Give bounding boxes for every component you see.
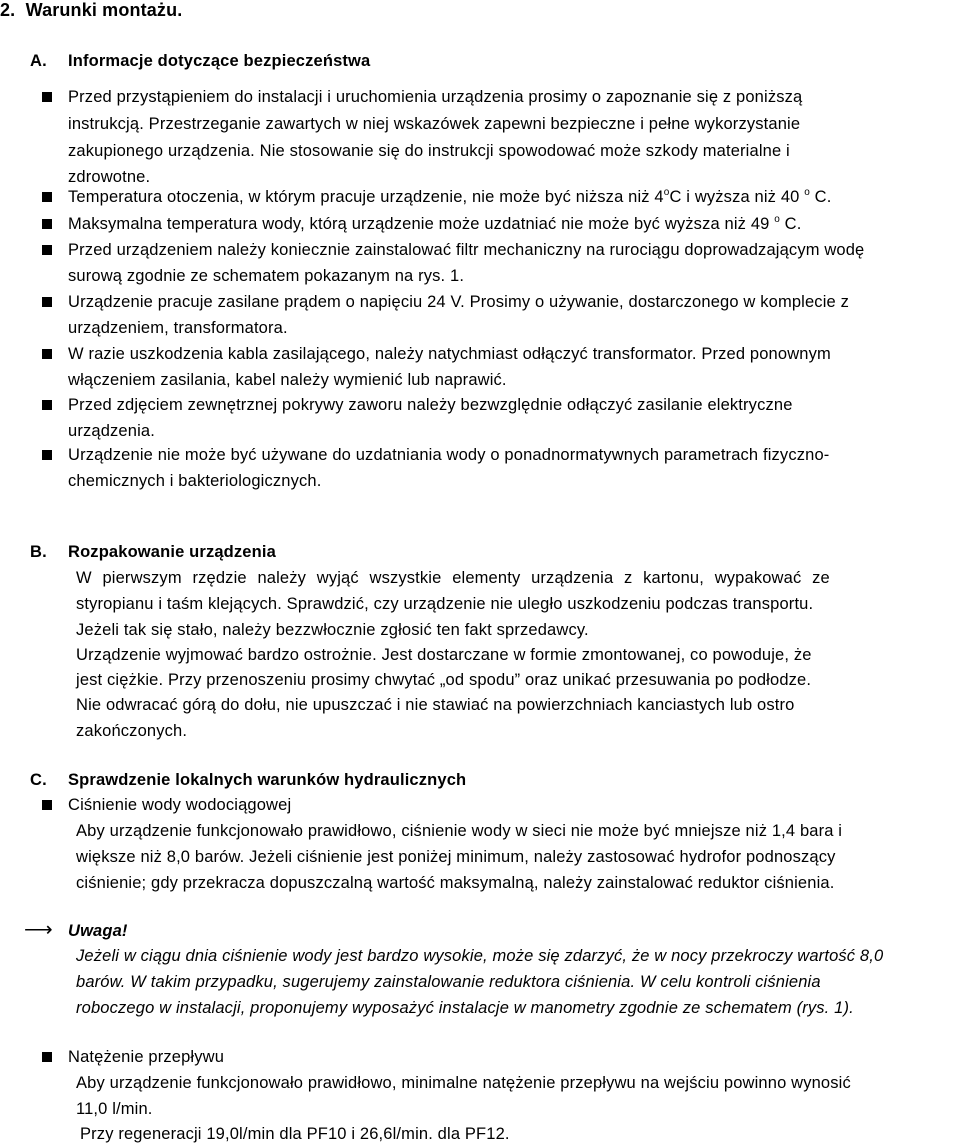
- flow-line2: 11,0 l/min.: [76, 1100, 153, 1118]
- bullet-square-icon: [42, 192, 52, 202]
- warning-line2: barów. W takim przypadku, sugerujemy zainstalowanie reduktora ciśnienia. W celu kontroli ciśnienia: [76, 973, 821, 991]
- b-line4: Urządzenie wyjmować bardzo ostrożnie. Jest dostarczane w formie zmontowanej, co powoduje, że: [76, 646, 812, 664]
- warning-line3: roboczego w instalacji, proponujemy wyposażyć instalacje w manometry zgodnie ze schematem (rys. 1).: [76, 999, 854, 1017]
- a-bullet1-line1: Przed przystąpieniem do instalacji i uruchomienia urządzenia prosimy o zapoznanie się z poniższą: [68, 88, 803, 106]
- bullet-square-icon: [42, 800, 52, 810]
- bullet-square-icon: [42, 400, 52, 410]
- subsection-c-letter: C.: [30, 771, 47, 789]
- warning-line1: Jeżeli w ciągu dnia ciśnienie wody jest bardzo wysokie, może się zdarzyć, że w nocy przekroczy wartość 8,0: [76, 947, 884, 965]
- pressure-title: Ciśnienie wody wodociągowej: [68, 796, 292, 814]
- a-bullet8-line1: Urządzenie nie może być używane do uzdatniania wody o ponadnormatywnych parametrach fizyczno-: [68, 446, 830, 464]
- b-line5: jest ciężkie. Przy przenoszeniu prosimy chwytać „od spodu” oraz unikać przesuwania po podłodze.: [76, 671, 812, 689]
- a-bullet4-line2: surową zgodnie ze schematem pokazanym na rys. 1.: [68, 267, 465, 285]
- b-line7: zakończonych.: [76, 722, 188, 740]
- bullet-square-icon: [42, 245, 52, 255]
- section-title: Warunki montażu.: [25, 0, 183, 20]
- b-line6: Nie odwracać górą do dołu, nie upuszczać i nie stawiać na powierzchniach kanciastych lub ostro: [76, 696, 795, 714]
- bullet-square-icon: [42, 349, 52, 359]
- subsection-a-heading: [30, 51, 371, 71]
- bullet-square-icon: [42, 219, 52, 229]
- a-bullet6-line1: W razie uszkodzenia kabla zasilającego, należy natychmiast odłączyć transformator. Przed ponownym: [68, 345, 831, 363]
- a-bullet5-line1: Urządzenie pracuje zasilane prądem o napięciu 24 V. Prosimy o używanie, dostarczonego w komplecie z: [68, 293, 849, 311]
- a-bullet8-line2: chemicznych i bakteriologicznych.: [68, 472, 322, 490]
- b-line1: W pierwszym rzędzie należy wyjąć wszystkie elementy urządzenia z kartonu, wypakować ze: [76, 569, 830, 587]
- pressure-line3: ciśnienie; gdy przekracza dopuszczalną wartość maksymalną, należy zainstalować reduktor ciśnienia.: [76, 874, 835, 892]
- section-heading: [0, 0, 182, 20]
- flow-line1: Aby urządzenie funkcjonowało prawidłowo, minimalne natężenie przepływu na wejściu powinno wynosić: [76, 1074, 851, 1092]
- a-bullet2: Temperatura otoczenia, w którym pracuje urządzenie, nie może być niższa niż 4$^o$C i wyższa niż 40 $^o$ C.: [68, 187, 832, 206]
- a-bullet1-line2: instrukcją. Przestrzeganie zawartych w niej wskazówek zapewni bezpieczne i pełne wykorzystanie: [68, 115, 801, 133]
- a-bullet7-line1: Przed zdjęciem zewnętrznej pokrywy zaworu należy bezwzględnie odłączyć zasilanie elektryczne: [68, 396, 793, 414]
- flow-title: Natężenie przepływu: [68, 1048, 225, 1066]
- subsection-a-letter: A.: [30, 52, 47, 70]
- bullet-square-icon: [42, 92, 52, 102]
- warning-label: Uwaga!: [68, 922, 128, 940]
- pressure-line2: większe niż 8,0 barów. Jeżeli ciśnienie jest poniżej minimum, należy zastosować hydrofor podnoszący: [76, 848, 836, 866]
- a-bullet6-line2: włączeniem zasilania, kabel należy wymienić lub naprawić.: [68, 371, 507, 389]
- a-bullet5-line2: urządzeniem, transformatora.: [68, 319, 288, 337]
- subsection-a-title: Informacje dotyczące bezpieczeństwa: [68, 52, 371, 70]
- subsection-b-title: Rozpakowanie urządzenia: [68, 543, 276, 561]
- b-line2: styropianu i taśm klejących. Sprawdzić, czy urządzenie nie uległo uszkodzeniu podczas transportu.: [76, 595, 814, 613]
- a-bullet1-line3: zakupionego urządzenia. Nie stosowanie się do instrukcji spowodować może szkody materialne i: [68, 142, 790, 160]
- subsection-b-heading: [30, 542, 276, 562]
- b-line3: Jeżeli tak się stało, należy bezzwłocznie zgłosić ten fakt sprzedawcy.: [76, 621, 589, 639]
- pressure-line1: Aby urządzenie funkcjonowało prawidłowo, ciśnienie wody w sieci nie może być mniejsze niż 1,4 bara i: [76, 822, 843, 840]
- bullet-square-icon: [42, 450, 52, 460]
- bullet-square-icon: [42, 297, 52, 307]
- a-bullet1-line4: zdrowotne.: [68, 168, 151, 186]
- subsection-b-letter: B.: [30, 543, 47, 561]
- bullet-square-icon: [42, 1052, 52, 1062]
- a-bullet7-line2: urządzenia.: [68, 422, 155, 440]
- flow-line3: Przy regeneracji 19,0l/min dla PF10 i 26,6l/min. dla PF12.: [80, 1125, 510, 1143]
- right-arrow-icon: ⟶: [24, 919, 53, 941]
- subsection-c-heading: [30, 770, 467, 790]
- a-bullet3: Maksymalna temperatura wody, którą urządzenie może uzdatniać nie może być wyższa niż 49 $^o$ C.: [68, 214, 802, 233]
- a-bullet4-line1: Przed urządzeniem należy koniecznie zainstalować filtr mechaniczny na rurociągu doprowadzającym wodę: [68, 241, 865, 259]
- section-number: 2.: [0, 0, 16, 20]
- subsection-c-title: Sprawdzenie lokalnych warunków hydraulicznych: [68, 771, 467, 789]
